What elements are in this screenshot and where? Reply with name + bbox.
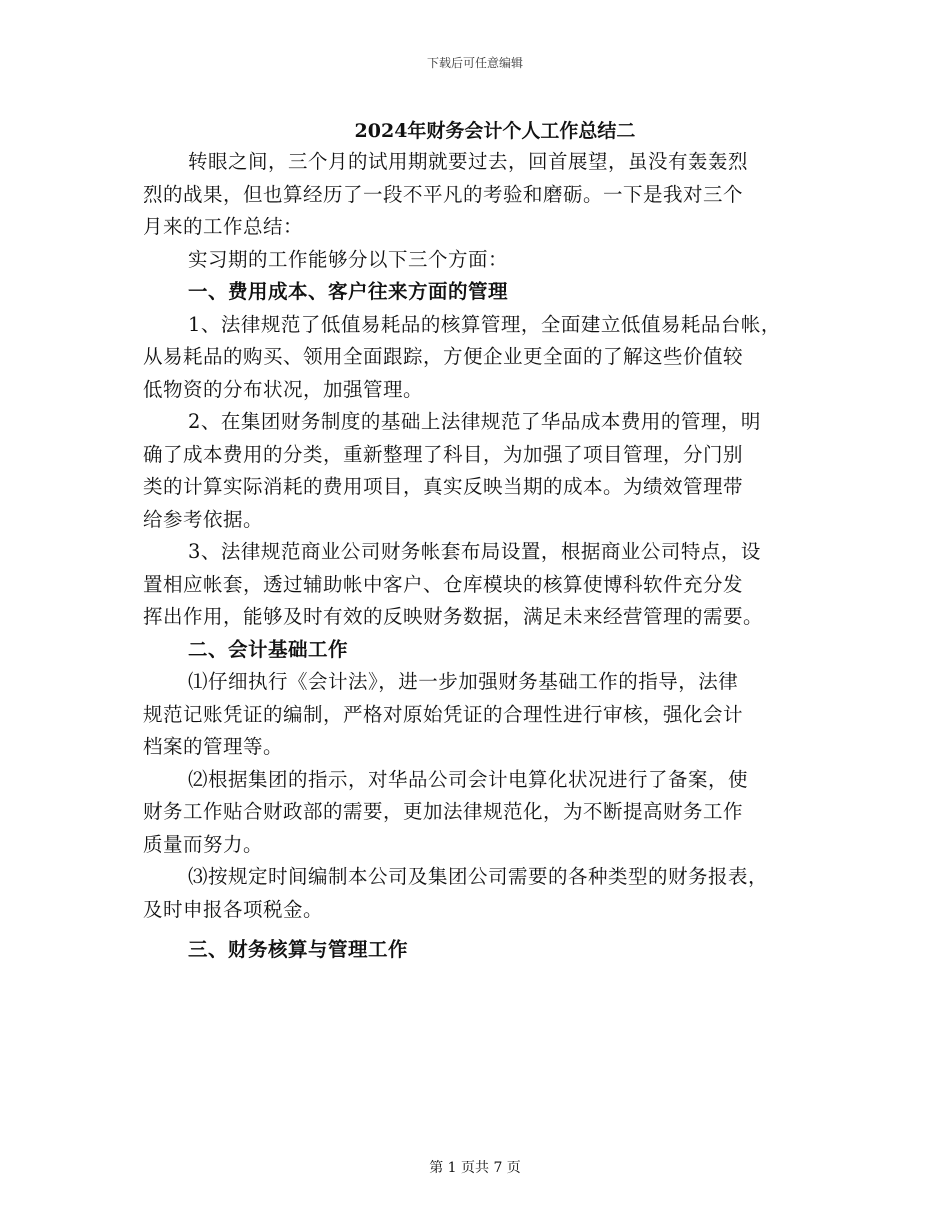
paragraph-line: 1、法律规范了低值易耗品的核算管理，全面建立低值易耗品台帐， [188, 312, 781, 336]
paragraph-line: 烈的战果，但也算经历了一段不平凡的考验和磨砺。一下是我对三个 [143, 182, 744, 206]
document-body [143, 146, 811, 967]
paragraph-line: ⑶按规定时间编制本公司及集团公司需要的各种类型的财务报表， [188, 865, 769, 888]
paragraph-line: 类的计算实际消耗的费用项目，真实反映当期的成本。为绩效管理带 [143, 475, 744, 498]
paragraph-line: 质量而努力。 [143, 832, 264, 856]
page-header-note: 下载后可任意编辑 [426, 56, 523, 70]
page-footer-number: 第 1 页共 7 页 [429, 1160, 521, 1176]
paragraph-line: 3、法律规范商业公司财务帐套布局设置，根据商业公司特点，设 [188, 540, 761, 563]
paragraph-line: 财务工作贴合财政部的需要，更加法律规范化，为不断提高财务工作 [143, 800, 744, 823]
section-heading: 三、财务核算与管理工作 [188, 938, 409, 961]
paragraph-line: 实习期的工作能够分以下三个方面： [188, 247, 509, 271]
paragraph-line: 月来的工作总结： [143, 215, 304, 238]
paragraph-line: 挥出作用，能够及时有效的反映财务数据，满足未来经营管理的需要。 [143, 605, 764, 628]
paragraph-line: 从易耗品的购买、领用全面跟踪，方便企业更全面的了解这些价值较 [143, 345, 744, 368]
paragraph-line: 规范记账凭证的编制，严格对原始凭证的合理性进行审核，强化会计 [143, 702, 744, 726]
paragraph-line: 及时申报各项税金。 [143, 897, 324, 921]
paragraph-line: 2、在集团财务制度的基础上法律规范了华品成本费用的管理，明 [188, 410, 761, 433]
paragraph-line: 给参考依据。 [143, 507, 264, 531]
paragraph-line: 置相应帐套，透过辅助帐中客户、仓库模块的核算使博科软件充分发 [143, 572, 744, 596]
section-heading: 二、会计基础工作 [188, 637, 349, 661]
paragraph-line: 低物资的分布状况，加强管理。 [143, 377, 424, 401]
paragraph-line: 确了成本费用的分类，重新整理了科目，为加强了项目管理，分门别 [143, 442, 744, 466]
section-heading: 一、费用成本、客户往来方面的管理 [188, 280, 509, 303]
paragraph-line: ⑴仔细执行《会计法》，进一步加强财务基础工作的指导，法律 [188, 670, 739, 693]
paragraph-line: ⑵根据集团的指示，对华品公司会计电算化状况进行了备案，使 [188, 767, 749, 791]
paragraph-line: 转眼之间，三个月的试用期就要过去，回首展望，虽没有轰轰烈 [188, 150, 749, 173]
paragraph-gap [143, 926, 811, 934]
document-title: 2024年财务会计个人工作总结二 [354, 120, 636, 142]
paragraph-line: 档案的管理等。 [143, 735, 284, 758]
